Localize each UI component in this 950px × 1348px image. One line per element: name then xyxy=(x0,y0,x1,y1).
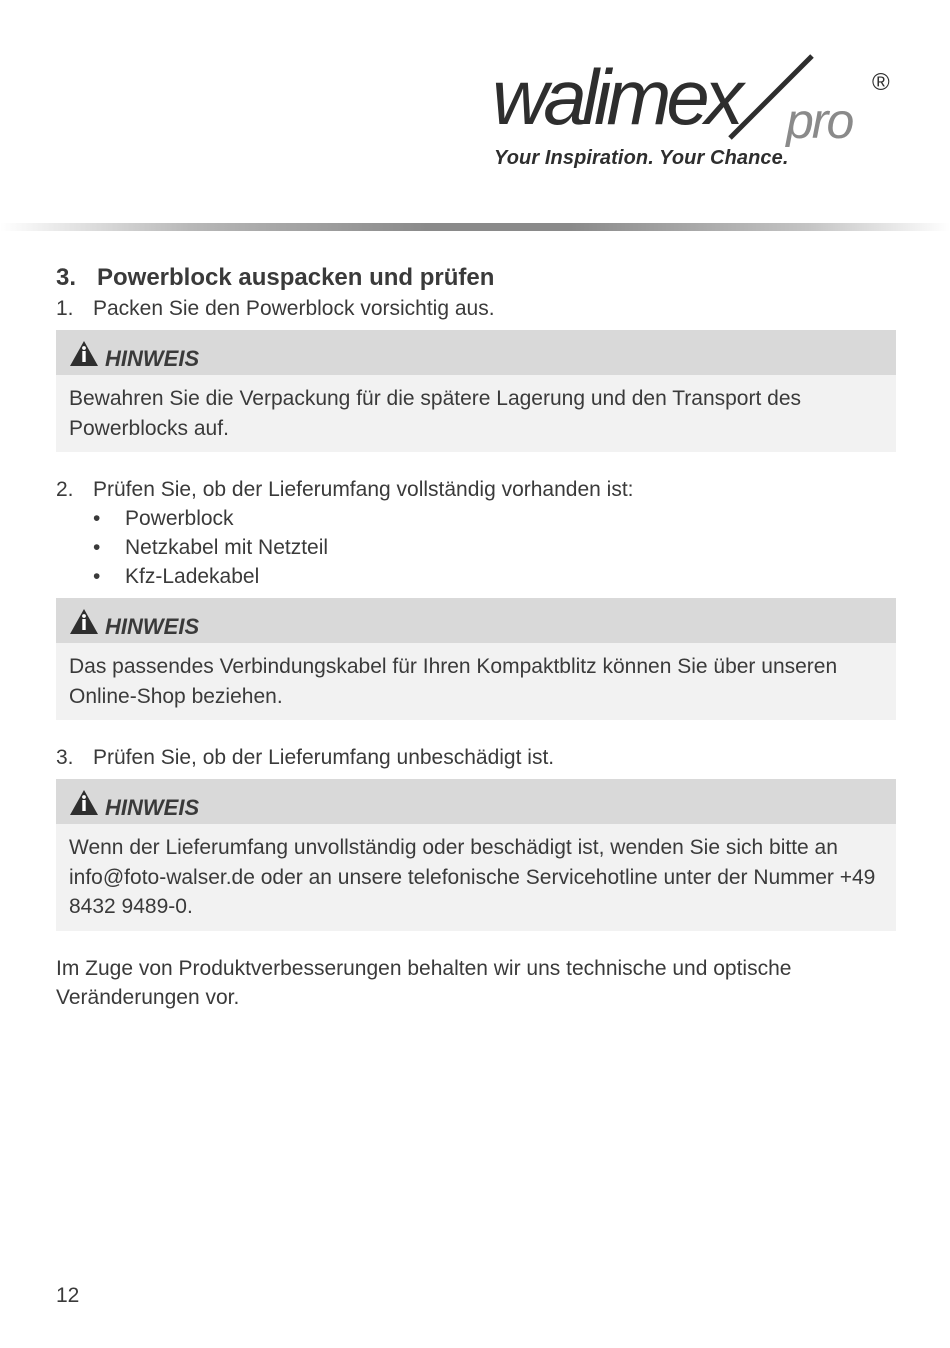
note-label: HINWEIS xyxy=(105,613,200,639)
logo-suffix: pro xyxy=(786,93,853,147)
note-text: Wenn der Lieferumfang unvollständig oder beschädigt ist, wenden Sie sich bitte an info@foto-walser.de oder an unsere telefonische Servicehotline unter der Nummer +49 8432 9489-0. xyxy=(56,824,896,931)
section-heading xyxy=(56,262,896,294)
warning-triangle-icon xyxy=(69,340,99,367)
note-label: HINWEIS xyxy=(105,794,200,820)
step-3 xyxy=(56,743,896,772)
step-text: Prüfen Sie, ob der Lieferumfang vollständig vorhanden ist: xyxy=(93,478,634,501)
registered-mark: ® xyxy=(872,69,890,96)
warning-triangle-icon xyxy=(69,789,99,816)
section-title: Powerblock auspacken und prüfen xyxy=(97,264,495,291)
note-label: HINWEIS xyxy=(105,345,200,371)
section-number: 3. xyxy=(56,264,77,291)
step-text: Packen Sie den Powerblock vorsichtig aus. xyxy=(93,297,495,320)
step-number: 2. xyxy=(56,478,74,501)
header-divider xyxy=(0,223,950,231)
note-box-2 xyxy=(56,598,896,720)
disclaimer-text: Im Zuge von Produktverbesserungen behalten wir uns technische und optische Veränderungen vor. xyxy=(56,956,792,1009)
logo-wordmark: walimex xyxy=(492,53,739,141)
note-text: Das passendes Verbindungskabel für Ihren Kompaktblitz können Sie über unseren Online-Shop beziehen. xyxy=(56,643,896,720)
list-item: • Powerblock xyxy=(93,507,234,530)
note-box-3 xyxy=(56,779,896,931)
page-number: 12 xyxy=(56,1284,80,1307)
note-box-1 xyxy=(56,330,896,452)
step-1 xyxy=(56,294,896,323)
page-content xyxy=(56,262,896,1012)
brand-tagline: Your Inspiration. Your Chance. xyxy=(494,147,789,169)
step-number: 3. xyxy=(56,746,74,769)
list-item: • Netzkabel mit Netzteil xyxy=(93,536,329,559)
note-header xyxy=(56,598,896,643)
contents-list xyxy=(56,504,896,591)
step-text: Prüfen Sie, ob der Lieferumfang unbeschädigt ist. xyxy=(93,746,555,769)
note-text: Bewahren Sie die Verpackung für die spätere Lagerung und den Transport des Powerblocks auf. xyxy=(56,375,896,452)
warning-triangle-icon xyxy=(69,608,99,635)
note-header xyxy=(56,779,896,824)
note-header xyxy=(56,330,896,375)
list-item: • Kfz-Ladekabel xyxy=(93,565,260,588)
step-number: 1. xyxy=(56,297,74,320)
step-2 xyxy=(56,475,896,504)
